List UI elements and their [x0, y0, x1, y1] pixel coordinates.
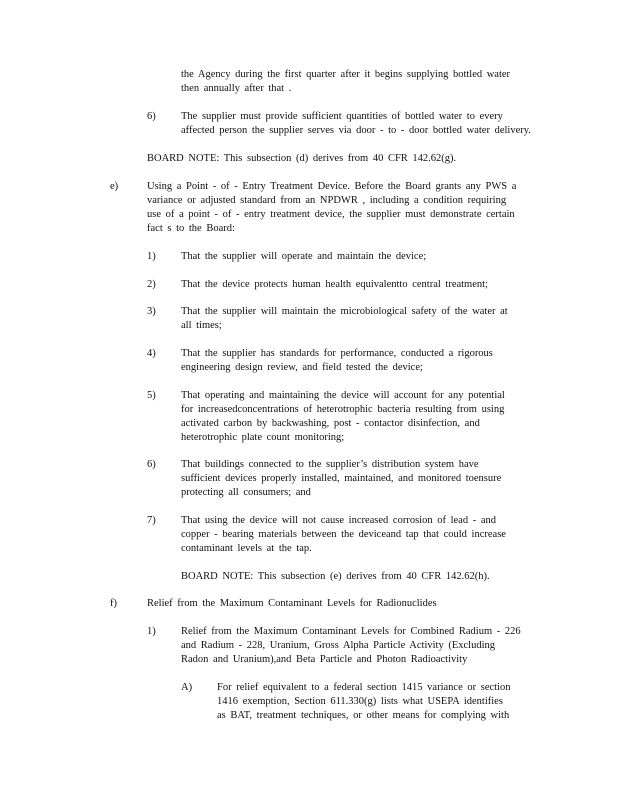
- list-item-text-line: protecting all consumers; and: [181, 487, 311, 498]
- list-item-text-line: That the supplier will maintain the microbiological safety of the water at: [181, 306, 508, 317]
- subsection-e-text-line: use of a point - of - entry treatment device, the supplier must demonstrate certain: [147, 209, 515, 220]
- list-item-number: 6): [147, 459, 156, 470]
- list-item-text-line: Relief from the Maximum Contaminant Levels for Combined Radium - 226: [181, 626, 521, 637]
- list-item-text-line: Radon and Uranium),and Beta Particle and Photon Radioactivity: [181, 654, 468, 665]
- list-item-text-line: all times;: [181, 320, 222, 331]
- list-item-number: 7): [147, 515, 156, 526]
- list-item-number: 4): [147, 348, 156, 359]
- list-item-number: 1): [147, 251, 156, 262]
- list-item-text-line: That operating and maintaining the device will account for any potential: [181, 390, 505, 401]
- subsection-e-text-line: Using a Point - of - Entry Treatment Device. Before the Board grants any PWS a: [147, 181, 517, 192]
- list-item-text-line: copper - bearing materials between the deviceand tap that could increase: [181, 529, 506, 540]
- list-item-text-line: contaminant levels at the tap.: [181, 543, 312, 554]
- list-item-text-line: and Radium - 228, Uranium, Gross Alpha Particle Activity (Excluding: [181, 640, 495, 651]
- list-item-text-line: heterotrophic plate count monitoring;: [181, 432, 345, 443]
- board-note-e: BOARD NOTE: This subsection (e) derives from 40 CFR 142.62(h).: [181, 571, 490, 582]
- list-item-text-line: activated carbon by backwashing, post - contactor disinfection, and: [181, 418, 480, 429]
- list-item-text-line: That using the device will not cause increased corrosion of lead - and: [181, 515, 496, 526]
- sub-item-text-line: 1416 exemption, Section 611.330(g) lists what USEPA identifies: [217, 696, 503, 707]
- list-item-number: 6): [147, 111, 156, 122]
- list-item-text-line: That buildings connected to the supplier’s distribution system have: [181, 459, 479, 470]
- list-item-text-line: The supplier must provide sufficient quantities of bottled water to every: [181, 111, 503, 122]
- subsection-marker-e: e): [110, 181, 119, 192]
- list-item-text-line: for increasedconcentrations of heterotrophic bacteria resulting from using: [181, 404, 505, 415]
- sub-item-text-line: as BAT, treatment techniques, or other means for complying with: [217, 710, 510, 721]
- list-item-number: 3): [147, 306, 156, 317]
- list-item-text-line: engineering design review, and field tested the device;: [181, 362, 423, 373]
- sub-item-text-line: For relief equivalent to a federal section 1415 variance or section: [217, 682, 511, 693]
- list-item-number: 1): [147, 626, 156, 637]
- continuation-text-line: the Agency during the first quarter after it begins supplying bottled water: [181, 69, 511, 80]
- list-item-text-line: That the supplier has standards for performance, conducted a rigorous: [181, 348, 493, 359]
- list-item-text-line: affected person the supplier serves via door - to - door bottled water delivery.: [181, 125, 531, 136]
- list-item-number: 5): [147, 390, 156, 401]
- subsection-f-heading: Relief from the Maximum Contaminant Levels for Radionuclides: [147, 598, 437, 609]
- subsection-marker-f: f): [110, 598, 117, 609]
- list-item-text-line: sufficient devices properly installed, maintained, and monitored toensure: [181, 473, 502, 484]
- list-item-text-line: That the device protects human health equivalentto central treatment;: [181, 279, 488, 290]
- list-item-text-line: That the supplier will operate and maintain the device;: [181, 251, 427, 262]
- continuation-text-line: then annually after that .: [181, 83, 292, 94]
- list-item-number: 2): [147, 279, 156, 290]
- subsection-e-text-line: fact s to the Board:: [147, 223, 235, 234]
- sub-item-marker: A): [181, 682, 193, 693]
- subsection-e-text-line: variance or adjusted standard from an NPDWR , including a condition requiring: [147, 195, 507, 206]
- board-note-d: BOARD NOTE: This subsection (d) derives from 40 CFR 142.62(g).: [147, 153, 457, 164]
